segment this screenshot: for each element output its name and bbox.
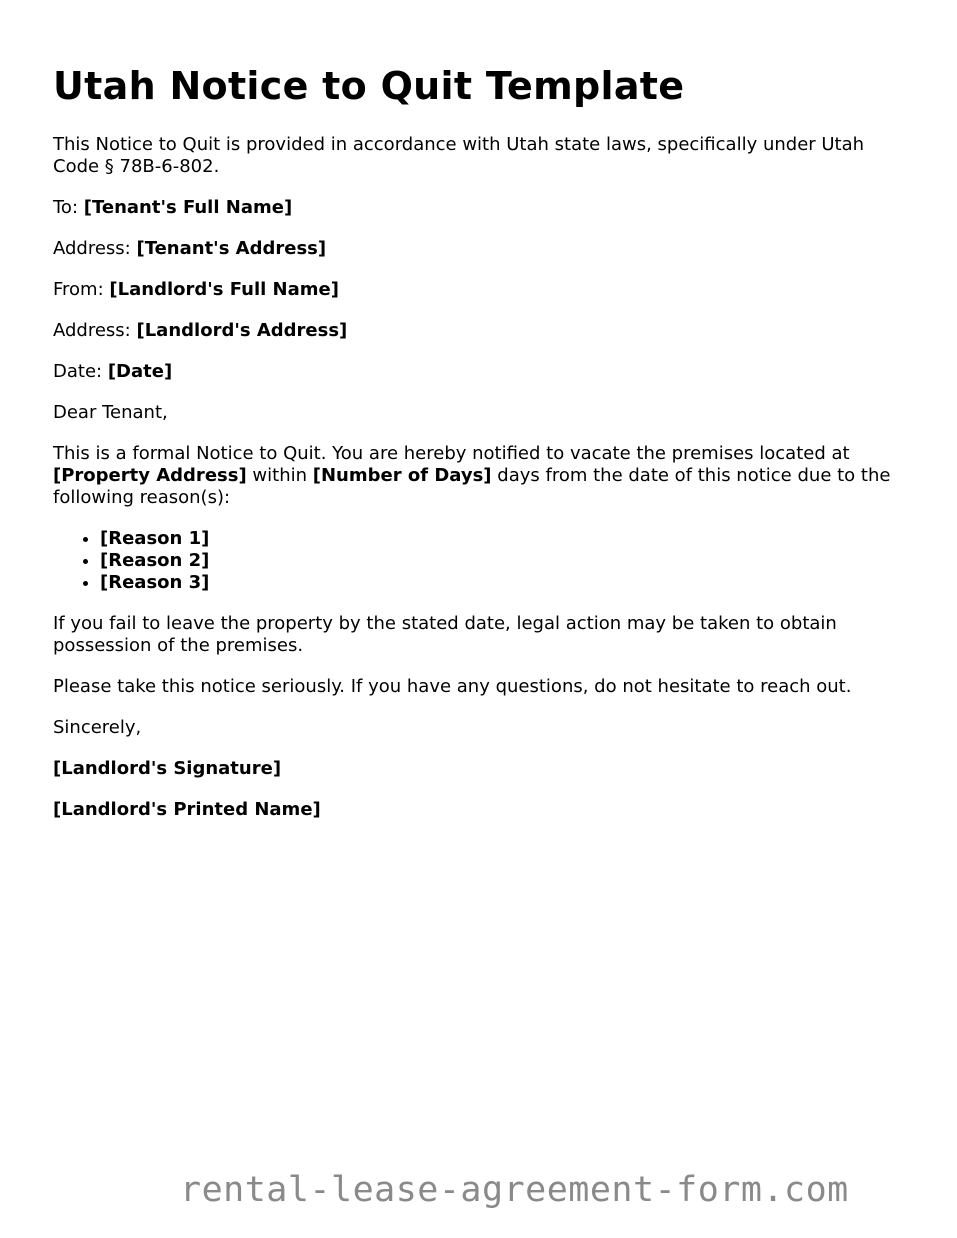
number-of-days-placeholder: [Number of Days]: [312, 464, 492, 486]
signature-placeholder: [Landlord's Signature]: [53, 757, 282, 779]
list-item: • [Reason 3]: [100, 572, 903, 594]
date-placeholder: [Date]: [107, 360, 173, 382]
list-item: • [Reason 2]: [100, 550, 903, 572]
watermark: rental-lease-agreement-form.com: [180, 1170, 849, 1210]
document-page: [53, 66, 903, 840]
printed-name-placeholder: [Landlord's Printed Name]: [53, 798, 321, 820]
tenant-address-line: [53, 238, 903, 260]
to-line: [53, 197, 903, 219]
tenant-address-placeholder: [Tenant's Address]: [136, 237, 327, 259]
notice-text-2: within: [252, 464, 308, 486]
date-line: [53, 361, 903, 383]
salutation: Dear Tenant,: [53, 401, 168, 423]
from-line: [53, 279, 903, 301]
tenant-address-label: Address:: [53, 237, 131, 259]
notice-text-1: This is a formal Notice to Quit. You are hereby notified to vacate the premises located at: [53, 442, 850, 464]
landlord-address-placeholder: [Landlord's Address]: [136, 319, 348, 341]
page-title: Utah Notice to Quit Template: [53, 64, 685, 108]
request-paragraph: Please take this notice seriously. If you have any questions, do not hesitate to reach out.: [53, 675, 852, 697]
printed-name-line: [53, 799, 903, 821]
intro-paragraph: This Notice to Quit is provided in accordance with Utah state laws, specifically under Utah Code § 78B-6-802.: [53, 133, 865, 177]
landlord-name-placeholder: [Landlord's Full Name]: [109, 278, 339, 300]
landlord-address-label: Address:: [53, 319, 131, 341]
landlord-address-line: [53, 320, 903, 342]
tenant-name-placeholder: [Tenant's Full Name]: [83, 196, 293, 218]
signature-line: [53, 758, 903, 780]
property-address-placeholder: [Property Address]: [53, 464, 247, 486]
reasons-list: [53, 528, 903, 594]
date-label: Date:: [53, 360, 103, 382]
to-label: To:: [53, 196, 79, 218]
closing: Sincerely,: [53, 716, 142, 738]
from-label: From:: [53, 278, 104, 300]
list-item: • [Reason 1]: [100, 528, 903, 550]
notice-paragraph: [53, 443, 903, 509]
notice-text-3: days from the date of this notice due to the following reason(s):: [53, 464, 891, 508]
consequence-paragraph: If you fail to leave the property by the stated date, legal action may be taken to obtain possession of the premises.: [53, 612, 837, 656]
